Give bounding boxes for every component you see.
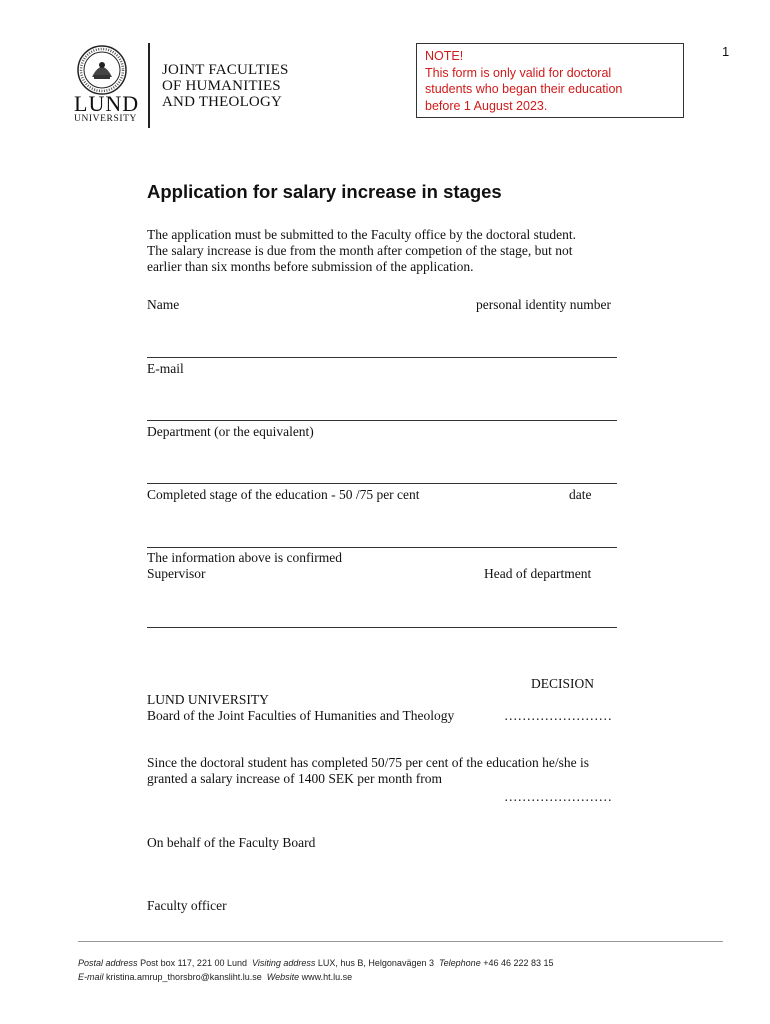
date-label: date [569,487,592,502]
note-heading: NOTE! [425,49,464,63]
decision-text-line-2: granted a salary increase of 1400 SEK per month from [147,771,443,786]
email-label: E-mail [147,361,184,376]
website-link[interactable]: www.ht.lu.se [301,972,353,982]
name-label: Name [147,297,180,312]
visiting-address-label: Visiting address [252,958,316,968]
faculty-officer-label: Faculty officer [147,898,227,913]
footer-line-1 [78,956,554,970]
telephone-label: Telephone [438,958,481,968]
decision-text-line-1: Since the doctoral student has completed 50/75 per cent of the education he/she is [147,755,589,770]
stage-field-line[interactable] [147,547,617,548]
note-line-2: students who began their education [425,82,623,96]
note-line-3: before 1 August 2023. [425,98,548,113]
faculty-line-3: AND THEOLOGY [162,94,283,110]
logo-subtitle: UNIVERSITY [74,114,137,124]
header-divider [148,43,150,128]
personal-id-label: personal identity number [476,297,611,312]
note-line-1: This form is only valid for doctoral [425,65,612,80]
email-field-line[interactable] [147,420,617,421]
logo-wordmark: LUND [74,91,140,116]
faculty-line-1: JOINT FACULTIES [162,62,289,78]
page-number: 1 [722,44,730,59]
signature-field-line[interactable] [147,627,617,628]
visiting-address: LUX, hus B, Helgonavägen 3 [317,958,434,968]
email-footer-label: E-mail [78,972,104,982]
footer-divider [78,941,723,942]
on-behalf-label: On behalf of the Faculty Board [147,835,316,850]
intro-paragraph [147,227,617,275]
postal-address-label: Postal address [78,958,138,968]
page-title: Application for salary increase in stages [147,181,502,202]
decision-dots-1[interactable]: …………………… [504,708,612,723]
confirmed-label: The information above is confirmed [147,550,342,565]
department-label: Department (or the equivalent) [147,424,314,439]
intro-line-2: The salary increase is due from the month after competion of the stage, but not [147,243,573,258]
org-name: LUND UNIVERSITY [147,692,269,707]
board-name: Board of the Joint Faculties of Humanities and Theology [147,708,455,723]
stage-label: Completed stage of the education - 50 /75 per cent [147,487,420,502]
decision-dots-2[interactable]: …………………… [504,789,612,804]
intro-line-3: earlier than six months before submission of the application. [147,259,474,274]
email-link[interactable]: kristina.amrup_thorsbro@kansliht.lu.se [106,972,262,982]
decision-heading: DECISION [531,676,594,691]
footer-line-2 [78,970,352,984]
department-field-line[interactable] [147,483,617,484]
note-text [425,48,622,114]
supervisor-label: Supervisor [147,566,206,581]
name-field-line[interactable] [147,357,617,358]
website-label: Website [266,972,300,982]
university-seal-logo [77,45,127,95]
telephone: +46 46 222 83 15 [483,958,554,968]
postal-address: Post box 117, 221 00 Lund [140,958,247,968]
head-of-department-label: Head of department [484,566,592,581]
faculty-line-2: OF HUMANITIES [162,78,281,94]
faculty-name [162,62,289,110]
intro-line-1: The application must be submitted to the Faculty office by the doctoral student. [147,227,577,242]
